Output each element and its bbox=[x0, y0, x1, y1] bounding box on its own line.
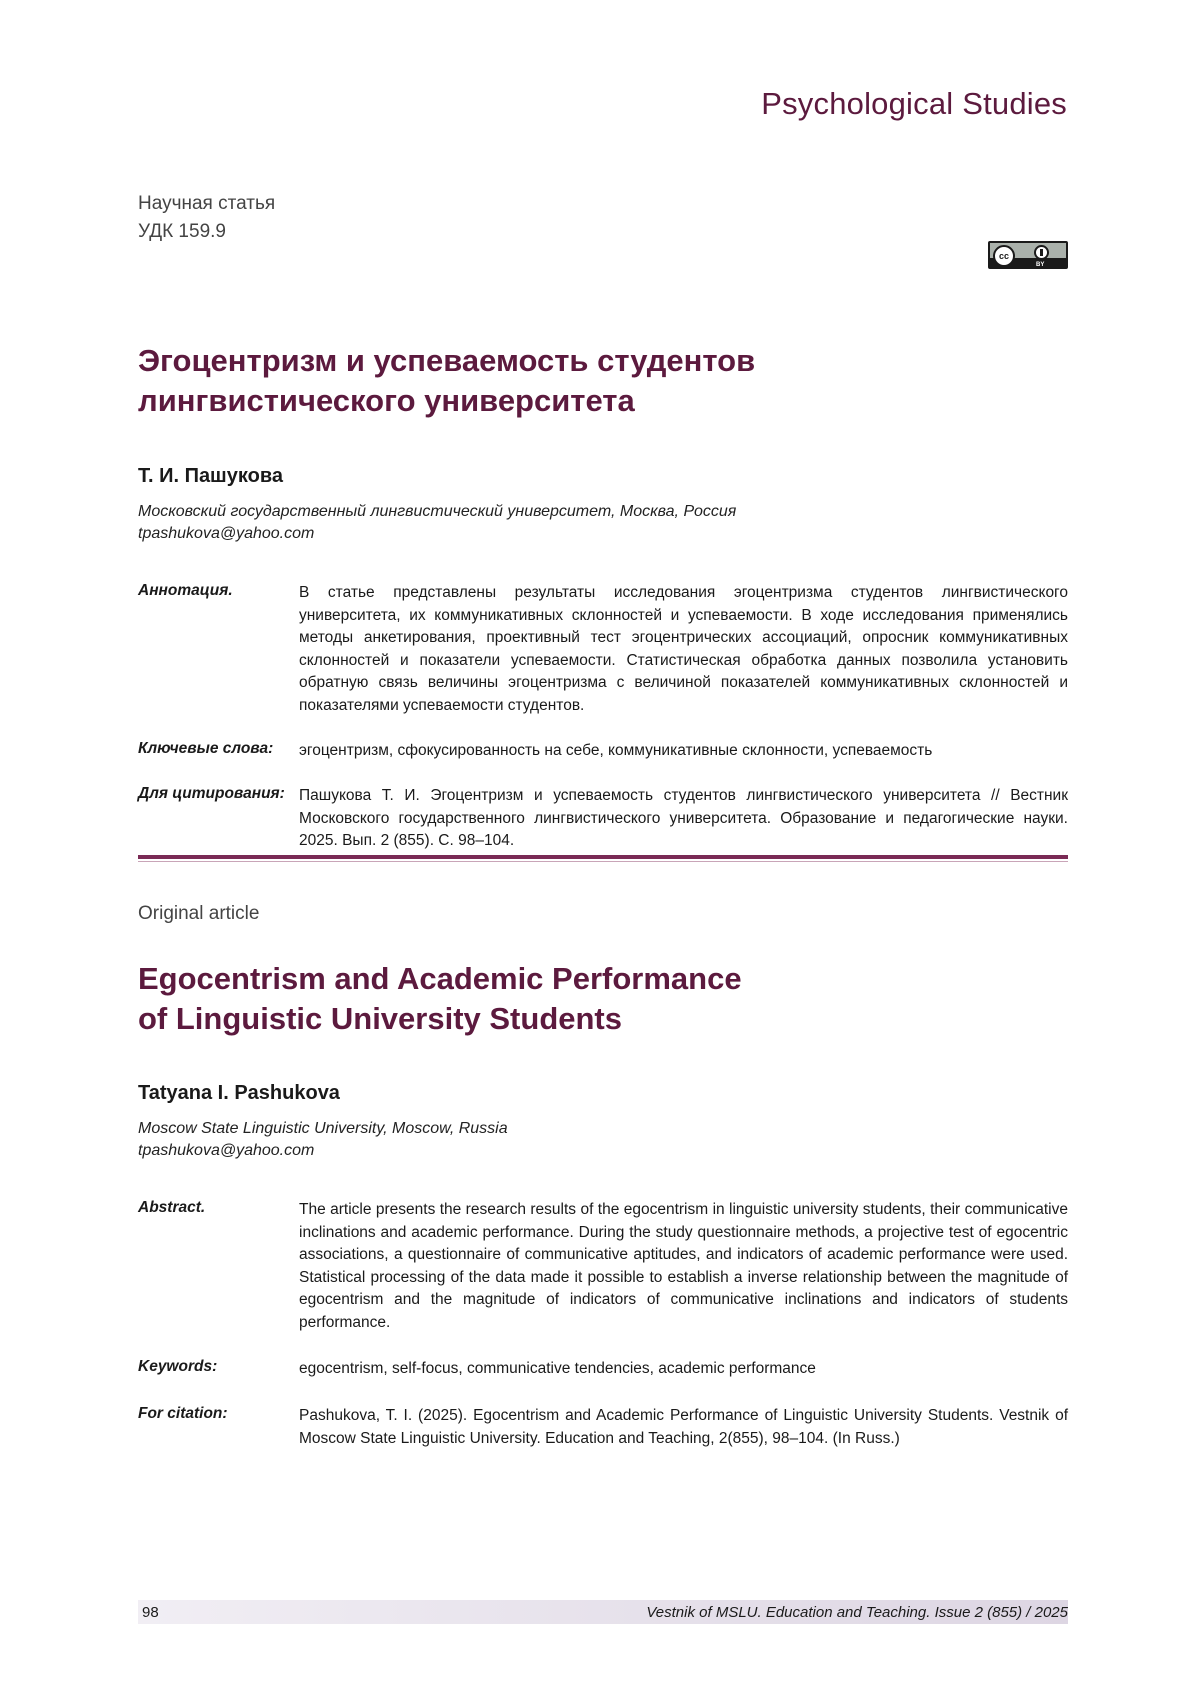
abstract-text-en: The article presents the research results of the egocentrism in linguistic university students, their communicative inclinations and academic performance. During the study questionnaire methods, a projective test of egocentric associations, a questionnaire of communicative aptitudes, and indicators of academic performance were used. Statistical processing of the data made it possible to establish a inverse relationship between the magnitude of egocentrism and the magnitude of indicators of communicative inclinations and indicators of students performance. bbox=[299, 1199, 1068, 1334]
author-en: Tatyana I. Pashukova bbox=[138, 1082, 340, 1105]
cc-icon: cc bbox=[993, 245, 1015, 267]
page-number: 98 bbox=[142, 1604, 159, 1621]
abstract-label-ru: Аннотация. bbox=[138, 582, 233, 600]
affiliation-en-text: Moscow State Linguistic University, Moscow, Russia bbox=[138, 1118, 508, 1140]
abstract-label-en: Abstract. bbox=[138, 1199, 205, 1217]
cc-by-license-icon[interactable] bbox=[988, 241, 1068, 269]
attribution-person-icon bbox=[1034, 245, 1049, 260]
article-title-en-line2: of Linguistic University Students bbox=[138, 999, 742, 1039]
keywords-label-en: Keywords: bbox=[138, 1358, 217, 1376]
udc-code: УДК 159.9 bbox=[138, 221, 226, 243]
journal-section-title: Psychological Studies bbox=[761, 86, 1067, 122]
article-title-ru-line2: лингвистического университета bbox=[138, 381, 755, 421]
article-title-en-line1: Egocentrism and Academic Performance bbox=[138, 959, 742, 999]
citation-label-ru: Для цитирования: bbox=[138, 785, 285, 803]
keywords-text-en: egocentrism, self-focus, communicative tendencies, academic performance bbox=[299, 1358, 1068, 1381]
citation-text-ru: Пашукова Т. И. Эгоцентризм и успеваемость студентов лингвистического университета // Вестник Московского государственного лингвистического университета. Образование и педагогические науки. 2025. Вып. 2 (855). С. 98–104. bbox=[299, 785, 1068, 853]
affiliation-ru bbox=[138, 501, 736, 545]
article-title-ru-line1: Эгоцентризм и успеваемость студентов bbox=[138, 341, 755, 381]
affiliation-ru-text: Московский государственный лингвистический университет, Москва, Россия bbox=[138, 501, 736, 523]
affiliation-en bbox=[138, 1118, 508, 1162]
article-type-en: Original article bbox=[138, 903, 259, 925]
article-type-ru: Научная статья bbox=[138, 193, 275, 215]
article-title-ru bbox=[138, 341, 755, 421]
by-label: BY bbox=[1036, 262, 1044, 268]
abstract-text-ru: В статье представлены результаты исследования эгоцентризма студентов лингвистического университета, их коммуникативных склонностей и успеваемости. В ходе исследования применялись методы анкетирования, проективный тест эгоцентрических ассоциаций, опросник коммуникативных склонностей и показатели успеваемости. Статистическая обработка данных позволила установить обратную связь величины эгоцентризма с величиной показателей коммуникативных склонностей и показателями успеваемости студентов. bbox=[299, 582, 1068, 717]
email-ru[interactable]: tpashukova@yahoo.com bbox=[138, 523, 736, 545]
keywords-text-ru: эгоцентризм, сфокусированность на себе, коммуникативные склонности, успеваемость bbox=[299, 740, 1068, 763]
section-divider-shadow bbox=[138, 861, 1068, 862]
keywords-label-ru: Ключевые слова: bbox=[138, 740, 273, 758]
email-en[interactable]: tpashukova@yahoo.com bbox=[138, 1140, 508, 1162]
author-ru: Т. И. Пашукова bbox=[138, 465, 283, 488]
citation-text-en: Pashukova, T. I. (2025). Egocentrism and Academic Performance of Linguistic University Students. Vestnik of Moscow State Linguistic University. Education and Teaching, 2(855), 98–104. (In Russ.) bbox=[299, 1405, 1068, 1450]
article-title-en bbox=[138, 959, 742, 1039]
section-divider bbox=[138, 855, 1068, 859]
journal-footer: Vestnik of MSLU. Education and Teaching. Issue 2 (855) / 2025 bbox=[646, 1604, 1068, 1621]
citation-label-en: For citation: bbox=[138, 1405, 228, 1423]
